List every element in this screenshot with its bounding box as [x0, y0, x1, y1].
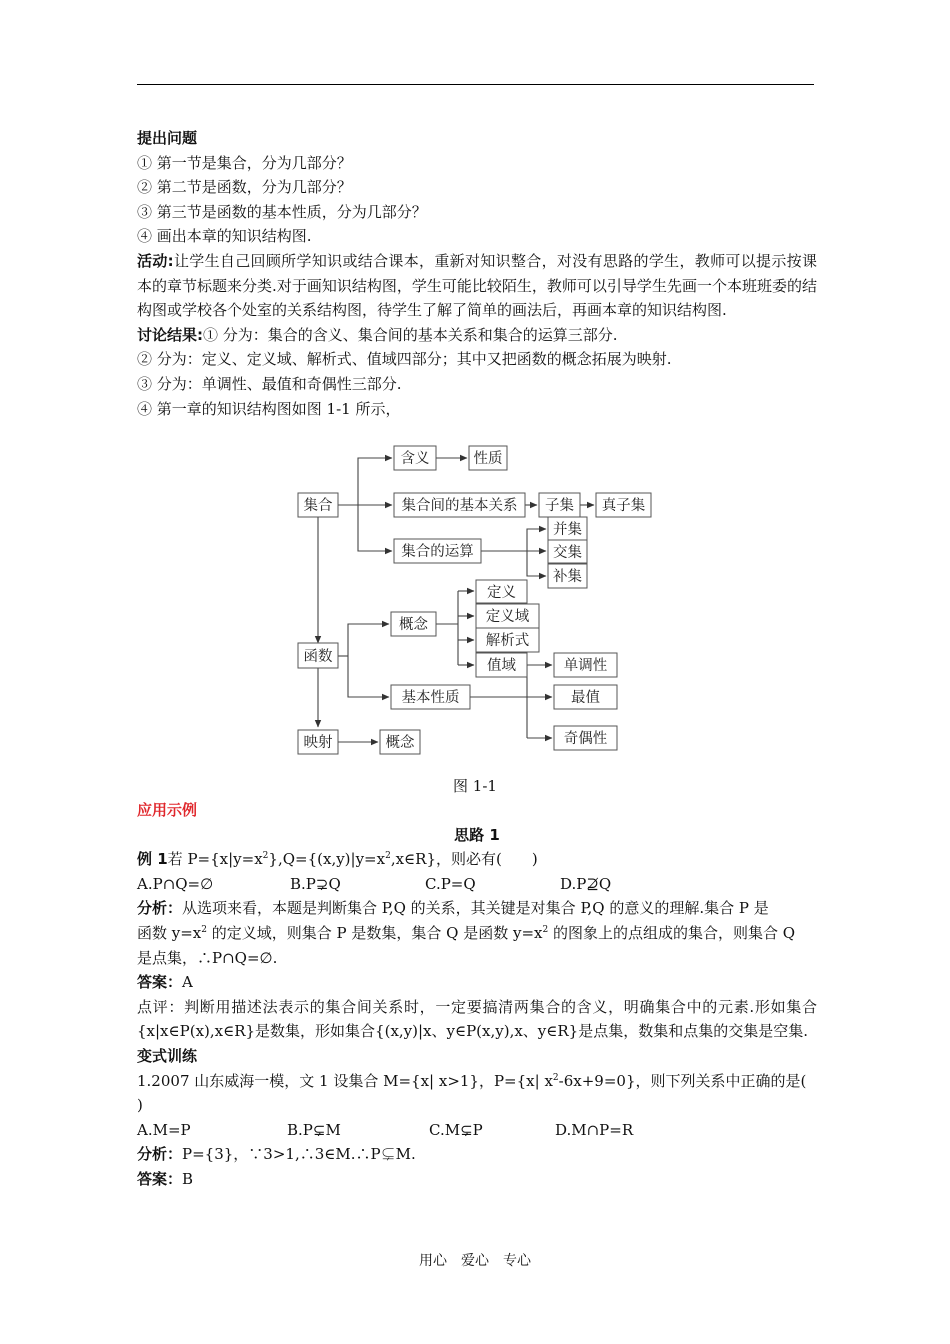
question-2: ② 第二节是函数，分为几部分？ [137, 178, 352, 197]
node-range: 值域 [487, 658, 516, 674]
analysis-2a: 函数 y=x [137, 923, 202, 942]
node-parity: 奇偶性 [563, 731, 608, 747]
practice-options [137, 1118, 817, 1143]
example-1-analysis-2 [137, 921, 817, 946]
activity-text: 让学生自己回顾所学知识或结合课本，重新对知识整合，对没有思路的学生，教师可以提示按课本的章节标题来分类.对于画知识结构图，学生可能比较陌生，教师可以引导学生先画一个本班班委的结构图或学校各个处室的关系结构图，待学生了解了简单的画法后，再画本章的知识结构图. [137, 251, 817, 320]
section-subtitle: 思路 1 [454, 825, 500, 844]
practice-q-a: 1.2007 山东威海一模，文 1 设集合 M={x| x>1}，P={x| x [137, 1071, 553, 1090]
practice-question [137, 1069, 817, 1118]
example-1-label: 例 1 [137, 850, 168, 869]
practice-q-c: ) [137, 1096, 143, 1115]
node-basic-properties: 基本性质 [401, 690, 460, 706]
example-1-analysis-3: 是点集，∴P∩Q=∅. [137, 948, 278, 967]
node-union: 并集 [553, 522, 582, 538]
q-part-c: ,x∈R}，则必有( ) [390, 850, 538, 869]
node-expression: 解析式 [485, 633, 530, 649]
node-mapping-concept: 概念 [385, 735, 415, 751]
discussion-3: ③ 分为：单调性、最值和奇偶性三部分. [137, 374, 402, 393]
node-domain: 定义域 [485, 609, 530, 625]
practice-analysis-text: P={3}，∵3>1,∴3∈M.∴P⊊M. [182, 1145, 416, 1164]
practice-option-b: B.P⊊M [287, 1120, 341, 1139]
document-body-lower [137, 798, 817, 1192]
example-1-analysis-1 [137, 896, 817, 921]
analysis-text-1: 从选项来看，本题是判断集合 P,Q 的关系，其关键是对集合 P,Q 的意义的理解.集合 P 是 [182, 899, 769, 918]
node-xingzhi: 性质 [473, 451, 503, 467]
question-1: ① 第一节是集合，分为几部分？ [137, 153, 352, 172]
practice-option-c: C.M⊊P [429, 1120, 483, 1139]
discussion-2: ② 分为：定义、定义域、解析式、值域四部分；其中又把函数的概念拓展为映射. [137, 350, 672, 369]
practice-answer-label: 答案： [137, 1169, 183, 1188]
answer-label: 答案： [137, 973, 183, 992]
page-footer: 用心 爱心 专心 [419, 1253, 531, 1269]
node-monotonicity: 单调性 [563, 658, 608, 674]
node-subset: 子集 [545, 498, 574, 514]
node-definition: 定义 [487, 585, 516, 601]
activity-label: 活动: [137, 251, 174, 270]
q-part-b: },Q={(x,y)|y=x [268, 850, 386, 869]
practice-q-b: -6x+9=0}，则下列关系中正确的是( [558, 1071, 807, 1090]
node-set-operations: 集合的运算 [401, 544, 474, 560]
practice-answer-value: B [182, 1169, 194, 1188]
q-sup-1: 2 [262, 851, 269, 862]
node-hanyi: 含义 [400, 451, 430, 467]
option-b: B.P⊋Q [290, 874, 341, 893]
discussion-4: ④ 第一章的知识结构图如图 1-1 所示， [137, 399, 401, 418]
node-function: 函数 [303, 649, 333, 665]
discussion-label: 讨论结果: [137, 325, 203, 344]
practice-title: 变式训练 [137, 1046, 198, 1065]
practice-analysis [137, 1142, 817, 1167]
node-proper-subset: 真子集 [601, 498, 646, 514]
analysis-label: 分析： [137, 899, 183, 918]
practice-answer [137, 1167, 817, 1192]
practice-q-sup: 2 [552, 1072, 559, 1083]
node-complement: 补集 [553, 569, 582, 585]
question-4: ④ 画出本章的知识结构图. [137, 227, 312, 246]
analysis-2c: 的图象上的点组成的集合，则集合 Q [548, 923, 796, 942]
analysis-sup-1: 2 [201, 924, 208, 935]
node-jihe: 集合 [303, 498, 333, 514]
practice-option-d: D.M∩P=R [555, 1120, 634, 1139]
option-a: A.P∩Q=∅ [137, 874, 214, 893]
option-c: C.P=Q [425, 874, 476, 893]
example-1-question [137, 847, 817, 872]
answer-value: A [182, 973, 193, 992]
node-basic-relation: 集合间的基本关系 [401, 498, 518, 514]
node-intersection: 交集 [553, 545, 582, 561]
q-part-a: 若 P={x|y=x [167, 850, 263, 869]
heading-raise-questions: 提出问题 [137, 129, 198, 147]
figure-caption: 图 1-1 [453, 777, 497, 795]
analysis-sup-2: 2 [542, 924, 549, 935]
q-sup-2: 2 [385, 851, 391, 862]
section-title: 应用示例 [137, 801, 198, 819]
analysis-2b: 的定义域，则集合 P 是数集，集合 Q 是函数 y=x [207, 923, 543, 942]
example-1-answer [137, 970, 817, 995]
example-1-options [137, 872, 817, 897]
example-1-comment: 点评：判断用描述法表示的集合间关系时，一定要搞清两集合的含义，明确集合中的元素.形如集合{x|x∈P(x),x∈R}是数集，形如集合{(x,y)|x、y∈P(x,y),x、y∈R}是点集，数集和点集的交集是空集. [137, 997, 817, 1041]
practice-analysis-label: 分析： [137, 1145, 183, 1164]
option-d: D.P⊉Q [560, 874, 612, 893]
node-concept: 概念 [399, 617, 428, 633]
node-mapping: 映射 [303, 735, 333, 751]
node-extremum: 最值 [571, 690, 600, 706]
question-3: ③ 第三节是函数的基本性质，分为几部分？ [137, 202, 427, 221]
practice-option-a: A.M=P [137, 1120, 191, 1139]
discussion-1-text: ① 分为：集合的含义、集合间的基本关系和集合的运算三部分. [203, 325, 618, 344]
